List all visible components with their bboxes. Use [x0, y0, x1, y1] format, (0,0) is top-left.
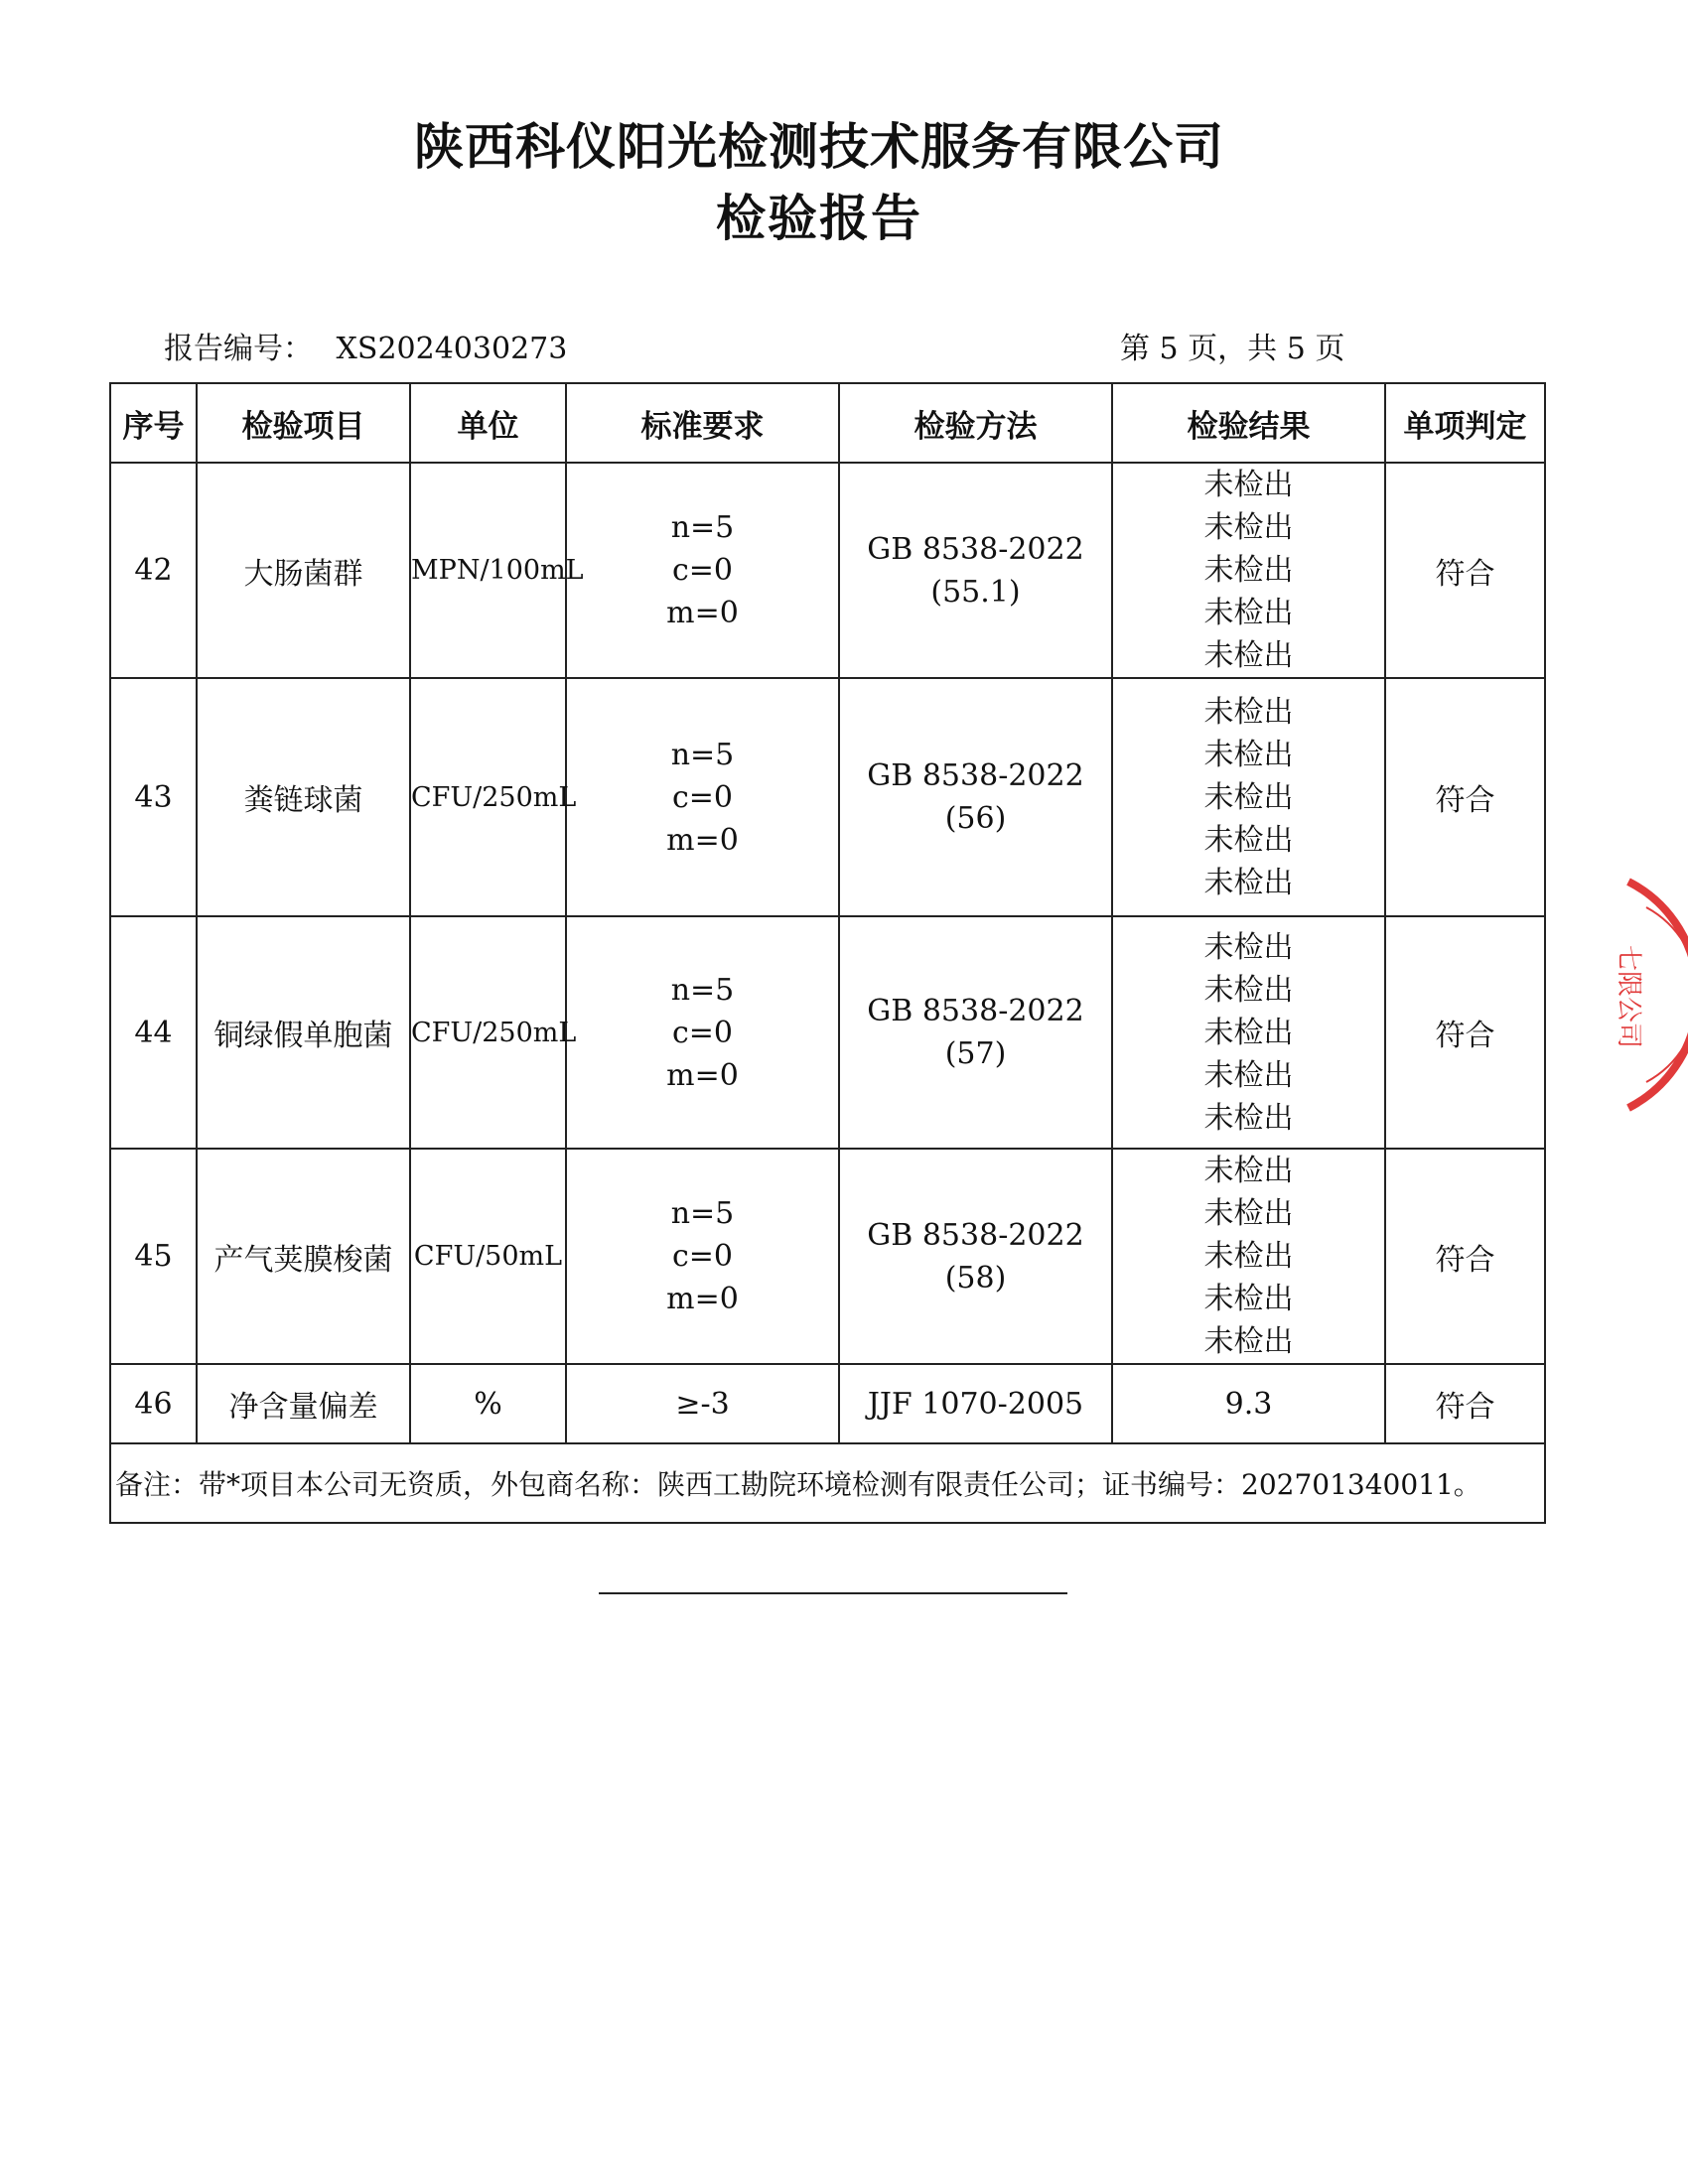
requirement: n=5 c=0 m=0	[566, 463, 839, 678]
inspection-table	[109, 382, 1546, 1524]
unit: CFU/250mL	[410, 916, 566, 1149]
test-item: 净含量偏差	[197, 1364, 410, 1443]
report-number	[164, 324, 567, 367]
table-row	[110, 1149, 1545, 1364]
seal-text: 七限公司	[1614, 945, 1643, 1049]
test-item: 铜绿假单胞菌	[197, 916, 410, 1149]
requirement: n=5 c=0 m=0	[566, 1149, 839, 1364]
test-item: 粪链球菌	[197, 678, 410, 916]
unit: MPN/100mL	[410, 463, 566, 678]
results: 未检出 未检出 未检出 未检出 未检出	[1112, 1149, 1385, 1364]
remarks: 备注：带*项目本公司无资质，外包商名称：陕西工勘院环境检测有限责任公司；证书编号：202701340011。	[110, 1443, 1545, 1523]
page-indicator: 第 5 页，共 5 页	[1120, 332, 1345, 366]
results: 9.3	[1112, 1364, 1385, 1443]
requirement: n=5 c=0 m=0	[566, 916, 839, 1149]
test-item: 大肠菌群	[197, 463, 410, 678]
row-number: 43	[110, 678, 197, 916]
table-row	[110, 916, 1545, 1149]
col-header: 标准要求	[566, 383, 839, 463]
requirement: n=5 c=0 m=0	[566, 678, 839, 916]
table-row	[110, 678, 1545, 916]
unit: CFU/50mL	[410, 1149, 566, 1364]
company-seal	[1609, 876, 1688, 1114]
method: GB 8538-2022 (58)	[839, 1149, 1112, 1364]
end-rule	[599, 1592, 1067, 1594]
row-number: 46	[110, 1364, 197, 1443]
unit: CFU/250mL	[410, 678, 566, 916]
method: GB 8538-2022 (57)	[839, 916, 1112, 1149]
verdict: 符合	[1385, 1364, 1545, 1443]
col-header: 检验方法	[839, 383, 1112, 463]
row-number: 42	[110, 463, 197, 678]
unit: %	[410, 1364, 566, 1443]
col-header: 单项判定	[1385, 383, 1545, 463]
results: 未检出 未检出 未检出 未检出 未检出	[1112, 916, 1385, 1149]
test-item: 产气荚膜梭菌	[197, 1149, 410, 1364]
col-header: 检验项目	[197, 383, 410, 463]
table-row	[110, 1364, 1545, 1443]
document-title: 检验报告	[716, 190, 922, 247]
report-number-label: 报告编号：	[164, 332, 313, 366]
method: JJF 1070-2005	[839, 1364, 1112, 1443]
row-number: 44	[110, 916, 197, 1149]
results: 未检出 未检出 未检出 未检出 未检出	[1112, 463, 1385, 678]
col-header: 序号	[110, 383, 197, 463]
company-name: 陕西科仪阳光检测技术服务有限公司	[414, 118, 1224, 176]
col-header: 单位	[410, 383, 566, 463]
verdict: 符合	[1385, 916, 1545, 1149]
verdict: 符合	[1385, 678, 1545, 916]
requirement: ≥-3	[566, 1364, 839, 1443]
verdict: 符合	[1385, 1149, 1545, 1364]
row-number: 45	[110, 1149, 197, 1364]
method: GB 8538-2022 (55.1)	[839, 463, 1112, 678]
method: GB 8538-2022 (56)	[839, 678, 1112, 916]
table-row	[110, 463, 1545, 678]
note-row	[110, 1443, 1545, 1523]
table-header-row	[110, 383, 1545, 463]
col-header: 检验结果	[1112, 383, 1385, 463]
report-number-value: XS2024030273	[336, 332, 568, 366]
verdict: 符合	[1385, 463, 1545, 678]
results: 未检出 未检出 未检出 未检出 未检出	[1112, 678, 1385, 916]
